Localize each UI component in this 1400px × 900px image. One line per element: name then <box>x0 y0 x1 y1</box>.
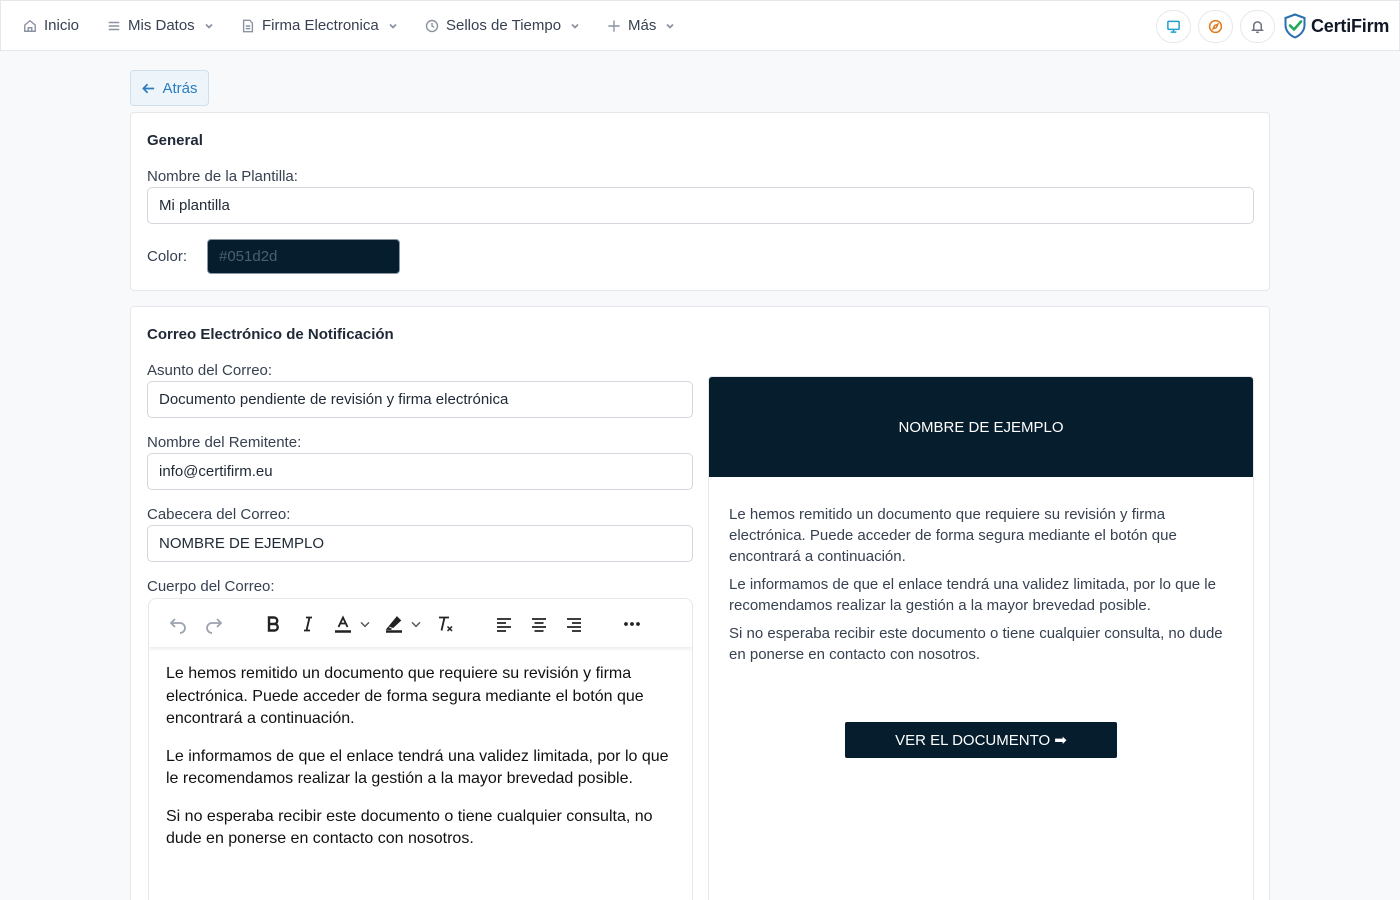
brand-logo[interactable] <box>1283 13 1389 39</box>
preview-paragraph: Le informamos de que el enlace tendrá una validez limitada, por lo que le recomendamos realizar la gestión a la mayor brevedad posible. <box>729 576 1216 614</box>
chevron-down-icon <box>665 21 675 31</box>
arrow-left-icon <box>141 81 156 96</box>
top-navbar <box>0 0 1400 51</box>
chevron-down-icon <box>204 21 214 31</box>
email-preview <box>708 376 1254 900</box>
list-icon <box>107 19 121 33</box>
undo-icon <box>168 614 188 634</box>
nav-item-mas[interactable] <box>607 1 675 50</box>
body-label: Cuerpo del Correo: <box>147 578 275 595</box>
nav-item-sellos-de-tiempo[interactable] <box>425 1 580 50</box>
email-title: Correo Electrónico de Notificación <box>147 326 394 343</box>
text-color-dropdown[interactable] <box>357 613 373 635</box>
bold-icon <box>263 614 283 634</box>
nav-item-firma-electronica[interactable] <box>241 1 398 50</box>
subject-input[interactable]: Documento pendiente de revisión y firma electrónica <box>147 381 693 418</box>
editor-toolbar <box>149 599 692 647</box>
nav-label: Inicio <box>44 17 80 34</box>
redo-button[interactable] <box>203 613 225 635</box>
align-right-button[interactable] <box>563 613 585 635</box>
back-button[interactable] <box>130 70 209 106</box>
color-label: Color: <box>147 248 188 265</box>
align-center-button[interactable] <box>528 613 550 635</box>
compass-icon <box>1208 19 1223 34</box>
general-title: General <box>147 132 203 149</box>
screen-share-button[interactable] <box>1156 10 1191 43</box>
sender-label: Nombre del Remitente: <box>147 434 302 451</box>
template-name-label: Nombre de la Plantilla: <box>147 168 298 185</box>
highlighter-icon <box>384 614 404 634</box>
chevron-down-icon <box>408 614 424 634</box>
bold-button[interactable] <box>262 613 284 635</box>
preview-paragraph: Si no esperaba recibir este documento o tiene cualquier consulta, no dude en ponerse en contacto con nosotros. <box>729 625 1223 663</box>
header-input[interactable]: NOMBRE DE EJEMPLO <box>147 525 693 562</box>
align-left-icon <box>494 614 514 634</box>
view-document-button[interactable]: VER EL DOCUMENTO ➡ <box>845 722 1117 758</box>
editor-paragraph: Le informamos de que el enlace tendrá una validez limitada, por lo que le recomendamos realizar la gestión a la mayor brevedad posible. <box>166 747 669 787</box>
notifications-button[interactable] <box>1240 10 1275 43</box>
header-label: Cabecera del Correo: <box>147 506 291 523</box>
clear-format-icon <box>435 614 455 634</box>
italic-icon <box>298 614 318 634</box>
editor-paragraph: Le hemos remitido un documento que requiere su revisión y firma electrónica. Puede acceder de forma segura mediante el botón que encontrará a continuación. <box>166 665 644 727</box>
highlight-dropdown[interactable] <box>408 613 424 635</box>
back-label: Atrás <box>162 79 198 97</box>
nav-item-mis-datos[interactable] <box>107 1 214 50</box>
nav-label: Sellos de Tiempo <box>446 17 562 34</box>
more-icon <box>622 614 642 634</box>
chevron-down-icon <box>388 21 398 31</box>
italic-button[interactable] <box>297 613 319 635</box>
nav-label: Más <box>628 17 657 34</box>
plus-icon <box>607 19 621 33</box>
shield-check-icon <box>1283 13 1307 39</box>
text-color-icon <box>333 614 353 634</box>
nav-item-inicio[interactable] <box>23 1 79 50</box>
nav-label: Mis Datos <box>128 17 195 34</box>
subject-label: Asunto del Correo: <box>147 362 273 379</box>
redo-icon <box>204 614 224 634</box>
brand-name: CertiFirm <box>1311 15 1390 36</box>
clock-icon <box>425 19 439 33</box>
chevron-down-icon <box>570 21 580 31</box>
align-center-icon <box>529 614 549 634</box>
text-color-button[interactable] <box>332 613 354 635</box>
nav-label: Firma Electronica <box>262 17 379 34</box>
monitor-icon <box>1166 19 1181 34</box>
document-icon <box>241 19 255 33</box>
preview-paragraph: Le hemos remitido un documento que requiere su revisión y firma electrónica. Puede acceder de forma segura mediante el botón que encontrará a continuación. <box>729 506 1177 565</box>
editor-paragraph: Si no esperaba recibir este documento o tiene cualquier consulta, no dude en ponerse en contacto con nosotros. <box>166 807 653 847</box>
clear-format-button[interactable] <box>434 613 456 635</box>
tour-button[interactable] <box>1198 10 1233 43</box>
editor-content[interactable] <box>149 647 692 882</box>
home-icon <box>23 19 37 33</box>
bell-icon <box>1250 19 1265 34</box>
chevron-down-icon <box>357 614 373 634</box>
email-card <box>130 306 1270 900</box>
undo-button[interactable] <box>167 613 189 635</box>
rich-text-editor[interactable] <box>148 598 693 900</box>
general-card <box>130 112 1270 291</box>
template-name-input[interactable]: Mi plantilla <box>147 187 1254 224</box>
more-options-button[interactable] <box>621 613 643 635</box>
highlight-button[interactable] <box>383 613 405 635</box>
color-input[interactable]: #051d2d <box>207 239 400 274</box>
preview-header: NOMBRE DE EJEMPLO <box>709 377 1253 477</box>
preview-body <box>709 477 1253 665</box>
align-left-button[interactable] <box>493 613 515 635</box>
align-right-icon <box>564 614 584 634</box>
sender-input[interactable]: info@certifirm.eu <box>147 453 693 490</box>
